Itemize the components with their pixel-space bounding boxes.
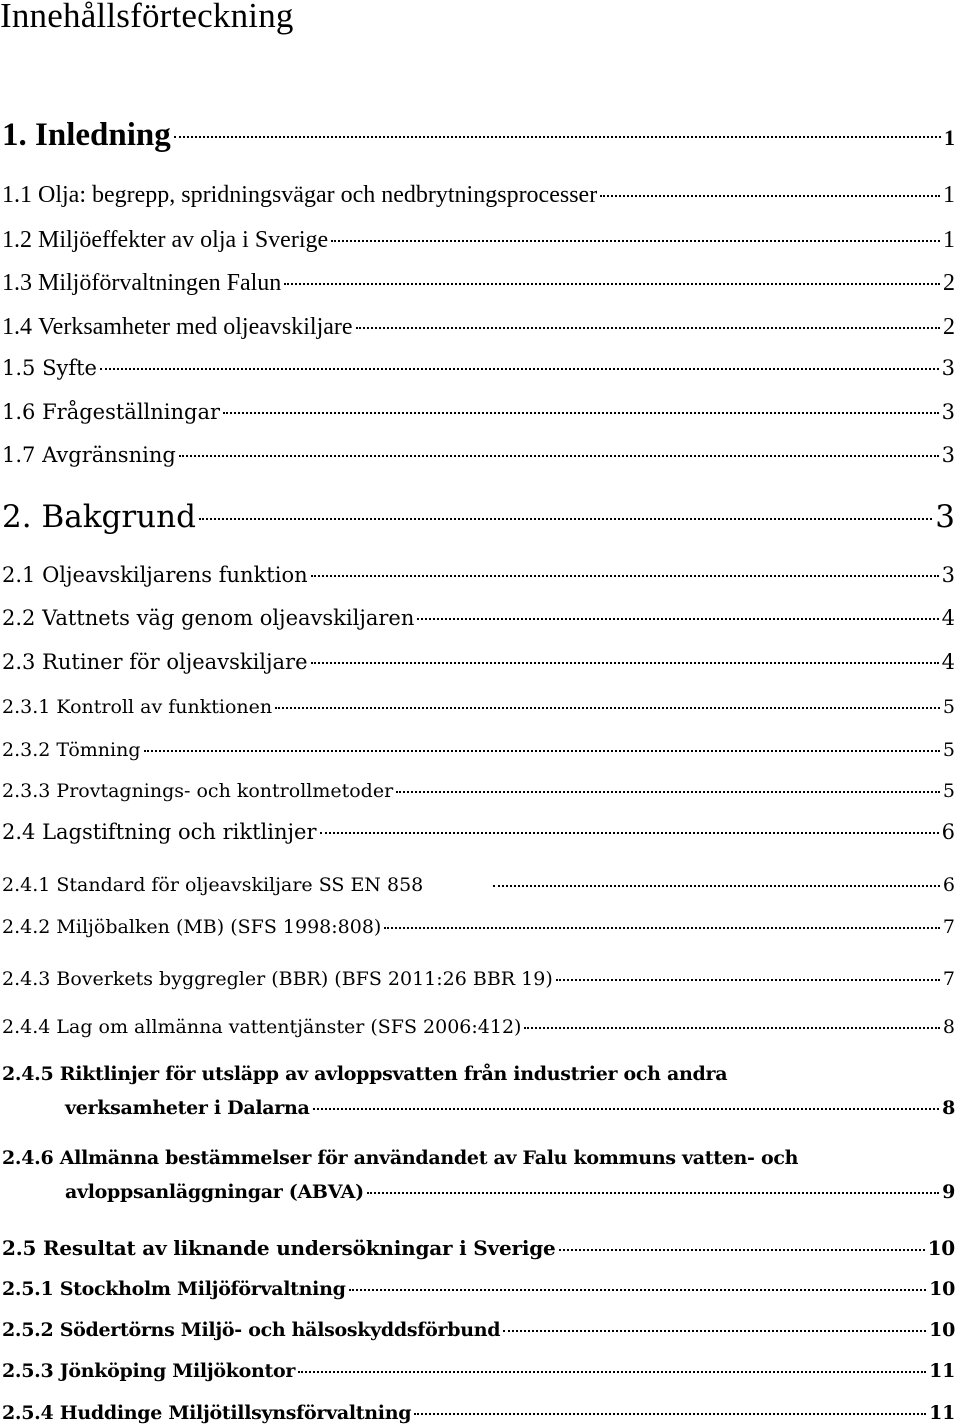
toc-page: 11: [929, 1402, 955, 1424]
toc-page: 11: [929, 1360, 955, 1382]
toc-title: Miljöbalken (MB) (SFS 1998:808): [56, 916, 382, 938]
toc-number: 2.4.1: [2, 874, 51, 896]
toc-entry-1-5[interactable]: [2, 352, 955, 380]
toc-title: Lagstiftning och riktlinjer: [42, 820, 317, 844]
toc-page: 7: [942, 968, 955, 990]
toc-page: 3: [935, 499, 955, 535]
toc-entry-2-4-4[interactable]: [2, 1012, 955, 1038]
toc-title: Södertörns Miljö- och hälsoskyddsförbund: [59, 1319, 501, 1341]
toc-number: 2.5: [2, 1236, 37, 1260]
dot-leader: [320, 811, 939, 834]
dot-leader: [331, 216, 940, 242]
toc-number: 2.1: [2, 563, 36, 587]
toc-title: Verksamheter med oljeavskiljare: [38, 314, 353, 340]
dot-leader: [298, 1352, 926, 1373]
toc-number: 2.: [2, 499, 32, 535]
toc-title: Rutiner för oljeavskiljare: [42, 650, 308, 674]
toc-entry-2-4-2[interactable]: [2, 912, 955, 938]
toc-entry-2-5-3[interactable]: [2, 1356, 955, 1382]
toc-page: 8: [942, 1097, 955, 1119]
toc-page: 2: [943, 270, 955, 296]
toc-number: 2.4.5: [2, 1063, 54, 1085]
toc-entry-2-4-6[interactable]: [2, 1147, 955, 1203]
dot-leader: [417, 597, 938, 620]
toc-page: 1: [943, 227, 955, 253]
toc-number: 2.5.3: [2, 1360, 54, 1382]
toc-page: 10: [929, 1278, 955, 1300]
toc-page: 5: [942, 696, 955, 718]
toc-entry-1-3[interactable]: [2, 264, 955, 297]
dot-leader: [199, 487, 932, 520]
toc-page: 9: [942, 1181, 955, 1203]
toc-page: 3: [941, 443, 955, 467]
toc-entry-2-4-3[interactable]: [2, 964, 955, 990]
dot-leader: [179, 434, 939, 457]
dot-leader: [284, 259, 940, 285]
toc-number: 2.3.2: [2, 739, 51, 761]
toc-page: 2: [943, 314, 955, 340]
toc-number: 1.3: [2, 270, 32, 296]
dot-leader: [414, 1394, 926, 1415]
toc-entry-2-5[interactable]: [2, 1233, 955, 1260]
toc-number: 2.2: [2, 606, 36, 630]
toc-title: Miljöförvaltningen Falun: [38, 270, 282, 296]
toc-title: Olja: begrepp, spridningsvägar och nedbrytningsprocesser: [38, 182, 598, 208]
dot-leader: [367, 1173, 939, 1194]
toc-page: 1: [943, 182, 955, 208]
toc-page: 10: [929, 1319, 955, 1341]
toc-entry-2[interactable]: [2, 494, 955, 535]
toc-number: 2.4.6: [2, 1147, 54, 1169]
dot-leader: [384, 908, 940, 929]
toc-title: Riktlinjer för utsläpp av avloppsvatten från industrier och andra: [59, 1063, 728, 1085]
toc-title: Miljöeffekter av olja i Sverige: [38, 227, 329, 253]
dot-leader: [493, 866, 940, 887]
toc-title: Frågeställningar: [42, 400, 221, 424]
toc-page: 6: [942, 874, 955, 896]
toc-entry-1-4[interactable]: [2, 308, 955, 341]
toc-entry-2-2[interactable]: [2, 602, 955, 630]
toc-title: Kontroll av funktionen: [56, 696, 273, 718]
toc-entry-2-4-1[interactable]: [2, 870, 955, 896]
toc-number: 2.4.4: [2, 1016, 51, 1038]
toc-page: 1: [944, 125, 955, 150]
toc-number: 1.: [2, 117, 27, 153]
toc-entry-2-3-1[interactable]: [2, 692, 955, 718]
toc-number: 2.3: [2, 650, 36, 674]
toc-number: 1.2: [2, 227, 32, 253]
toc-entry-1[interactable]: [2, 110, 955, 154]
toc-entry-2-5-1[interactable]: [2, 1274, 955, 1300]
toc-number: 2.5.1: [2, 1278, 54, 1300]
toc-number: 2.3.3: [2, 780, 51, 802]
dot-leader: [556, 960, 940, 981]
toc-page: 7: [942, 916, 955, 938]
toc-entry-1-2[interactable]: [2, 221, 955, 254]
toc-number: 2.4.2: [2, 916, 51, 938]
dot-leader: [349, 1270, 927, 1291]
toc-number: 1.5: [2, 356, 36, 380]
toc-title-continued: verksamheter i Dalarna: [65, 1097, 310, 1119]
toc-entry-2-5-4[interactable]: [2, 1398, 955, 1424]
toc-page: 3: [941, 563, 955, 587]
toc-title-continued: avloppsanläggningar (ABVA): [65, 1181, 364, 1203]
toc-title: Syfte: [42, 356, 97, 380]
toc-title: Avgränsning: [42, 443, 176, 467]
toc-number: 2.5.2: [2, 1319, 54, 1341]
toc-title: Vattnets väg genom oljeavskiljaren: [42, 606, 415, 630]
dot-leader: [100, 347, 939, 370]
toc-page: 3: [941, 356, 955, 380]
toc-title: Inledning: [35, 117, 171, 153]
dot-leader: [311, 641, 939, 664]
toc-number: 2.5.4: [2, 1402, 54, 1424]
page-title: Innehållsförteckning: [0, 0, 294, 35]
toc-entry-2-4[interactable]: [2, 816, 955, 844]
toc-number: 1.6: [2, 400, 36, 424]
toc-title: Jönköping Miljökontor: [59, 1360, 296, 1382]
dot-leader: [396, 772, 940, 793]
toc-entry-2-4-5[interactable]: [2, 1063, 955, 1119]
toc-number: 1.7: [2, 443, 36, 467]
toc-title: Stockholm Miljöförvaltning: [59, 1278, 346, 1300]
toc-entry-2-3-3[interactable]: [2, 776, 955, 802]
dot-leader: [524, 1008, 939, 1029]
toc-page: 8: [942, 1016, 955, 1038]
toc-entry-2-3[interactable]: [2, 646, 955, 674]
dot-leader: [313, 1089, 940, 1110]
toc-number: 2.4.3: [2, 968, 51, 990]
toc-title: Resultat av liknande undersökningar i Sverige: [42, 1236, 556, 1260]
toc-entry-1-7[interactable]: [2, 439, 955, 467]
toc-entry-1-1[interactable]: [2, 176, 955, 209]
toc-page: 3: [941, 400, 955, 424]
toc-page: 4: [941, 606, 955, 630]
dot-leader: [144, 731, 940, 752]
toc-page: 5: [942, 739, 955, 761]
toc-title: Standard för oljeavskiljare SS EN 858: [56, 874, 424, 896]
toc-entry-2-1[interactable]: [2, 559, 955, 587]
toc-number: 2.3.1: [2, 696, 51, 718]
dot-leader: [223, 391, 939, 414]
dot-leader: [600, 171, 940, 197]
toc-title: Allmänna bestämmelser för användandet av Falu kommuns vatten- och: [59, 1147, 799, 1169]
toc-page: 6: [941, 820, 955, 844]
toc-page: 4: [941, 650, 955, 674]
dot-leader: [503, 1311, 926, 1332]
toc-number: 1.4: [2, 314, 32, 340]
toc-title: Huddinge Miljötillsynsförvaltning: [59, 1402, 412, 1424]
toc-entry-2-3-2[interactable]: [2, 735, 955, 761]
toc-title: Provtagnings- och kontrollmetoder: [56, 780, 394, 802]
dot-leader: [174, 103, 941, 138]
toc-title: Oljeavskiljarens funktion: [42, 563, 308, 587]
dot-leader: [311, 554, 939, 577]
toc-page: 10: [927, 1236, 955, 1260]
toc-number: 1.1: [2, 182, 32, 208]
toc-page: 5: [942, 780, 955, 802]
toc-title: Boverkets byggregler (BBR) (BFS 2011:26 BBR 19): [56, 968, 553, 990]
dot-leader: [275, 688, 940, 709]
toc-title: Tömning: [56, 739, 141, 761]
dot-leader: [559, 1229, 925, 1251]
toc-entry-1-6[interactable]: [2, 396, 955, 424]
toc-entry-2-5-2[interactable]: [2, 1315, 955, 1341]
dot-leader: [356, 303, 940, 329]
toc-number: 2.4: [2, 820, 36, 844]
toc-title: Lag om allmänna vattentjänster (SFS 2006:412): [56, 1016, 522, 1038]
toc-title: Bakgrund: [41, 499, 196, 535]
